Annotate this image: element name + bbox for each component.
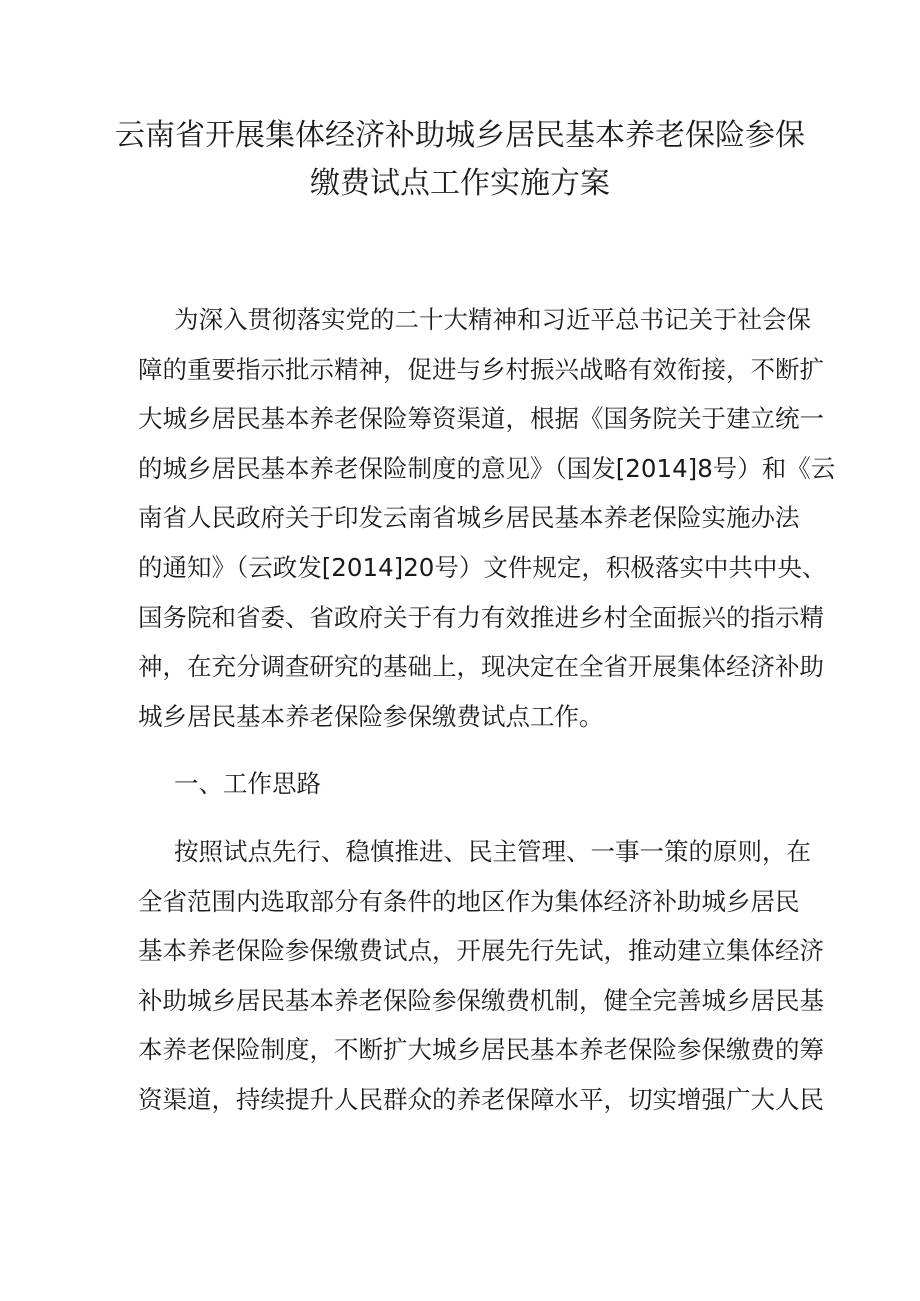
title-line: 缴费试点工作实施方案	[310, 166, 610, 201]
paragraph-line: 神，在充分调查研究的基础上，现决定在全省开展集体经济补助	[138, 652, 824, 682]
section-heading: 一、工作思路	[174, 769, 321, 799]
paragraph-line: 障的重要指示批示精神，促进与乡村振兴战略有效衔接，不断扩	[138, 354, 824, 384]
paragraph-line: 全省范围内选取部分有条件的地区作为集体经济补助城乡居民	[138, 886, 800, 916]
paragraph-gap	[138, 809, 788, 827]
paragraph-line: 按照试点先行、稳慎推进、民主管理、一事一策的原则，在	[174, 836, 811, 866]
paragraph-line: 本养老保险制度，不断扩大城乡居民基本养老保险参保缴费的筹	[138, 1035, 824, 1065]
paragraph-gap	[138, 741, 788, 759]
paragraph-line: 资渠道，持续提升人民群众的养老保障水平，切实增强广大人民	[138, 1084, 824, 1114]
paragraph-line: 国务院和省委、省政府关于有力有效推进乡村全面振兴的指示精	[138, 602, 824, 632]
paragraph-line: 城乡居民基本养老保险参保缴费试点工作。	[138, 701, 604, 731]
paragraph-line: 基本养老保险参保缴费试点，开展先行先试，推动建立集体经济	[138, 936, 824, 966]
document-title	[100, 112, 820, 208]
title-line: 云南省开展集体经济补助城乡居民基本养老保险参保	[115, 118, 805, 153]
document-body	[138, 295, 836, 1125]
paragraph-line: 大城乡居民基本养老保险筹资渠道，根据《国务院关于建立统一	[138, 404, 824, 434]
paragraph-line: 的城乡居民基本养老保险制度的意见》（国发[2014]8号）和《云	[138, 453, 836, 483]
paragraph-line: 为深入贯彻落实党的二十大精神和习近平总书记关于社会保	[174, 305, 811, 334]
paragraph-line: 的通知》（云政发[2014]20号）文件规定，积极落实中共中央、	[138, 552, 827, 582]
paragraph-line: 南省人民政府关于印发云南省城乡居民基本养老保险实施办法	[138, 503, 800, 533]
paragraph-line: 补助城乡居民基本养老保险参保缴费机制，健全完善城乡居民基	[138, 985, 824, 1015]
